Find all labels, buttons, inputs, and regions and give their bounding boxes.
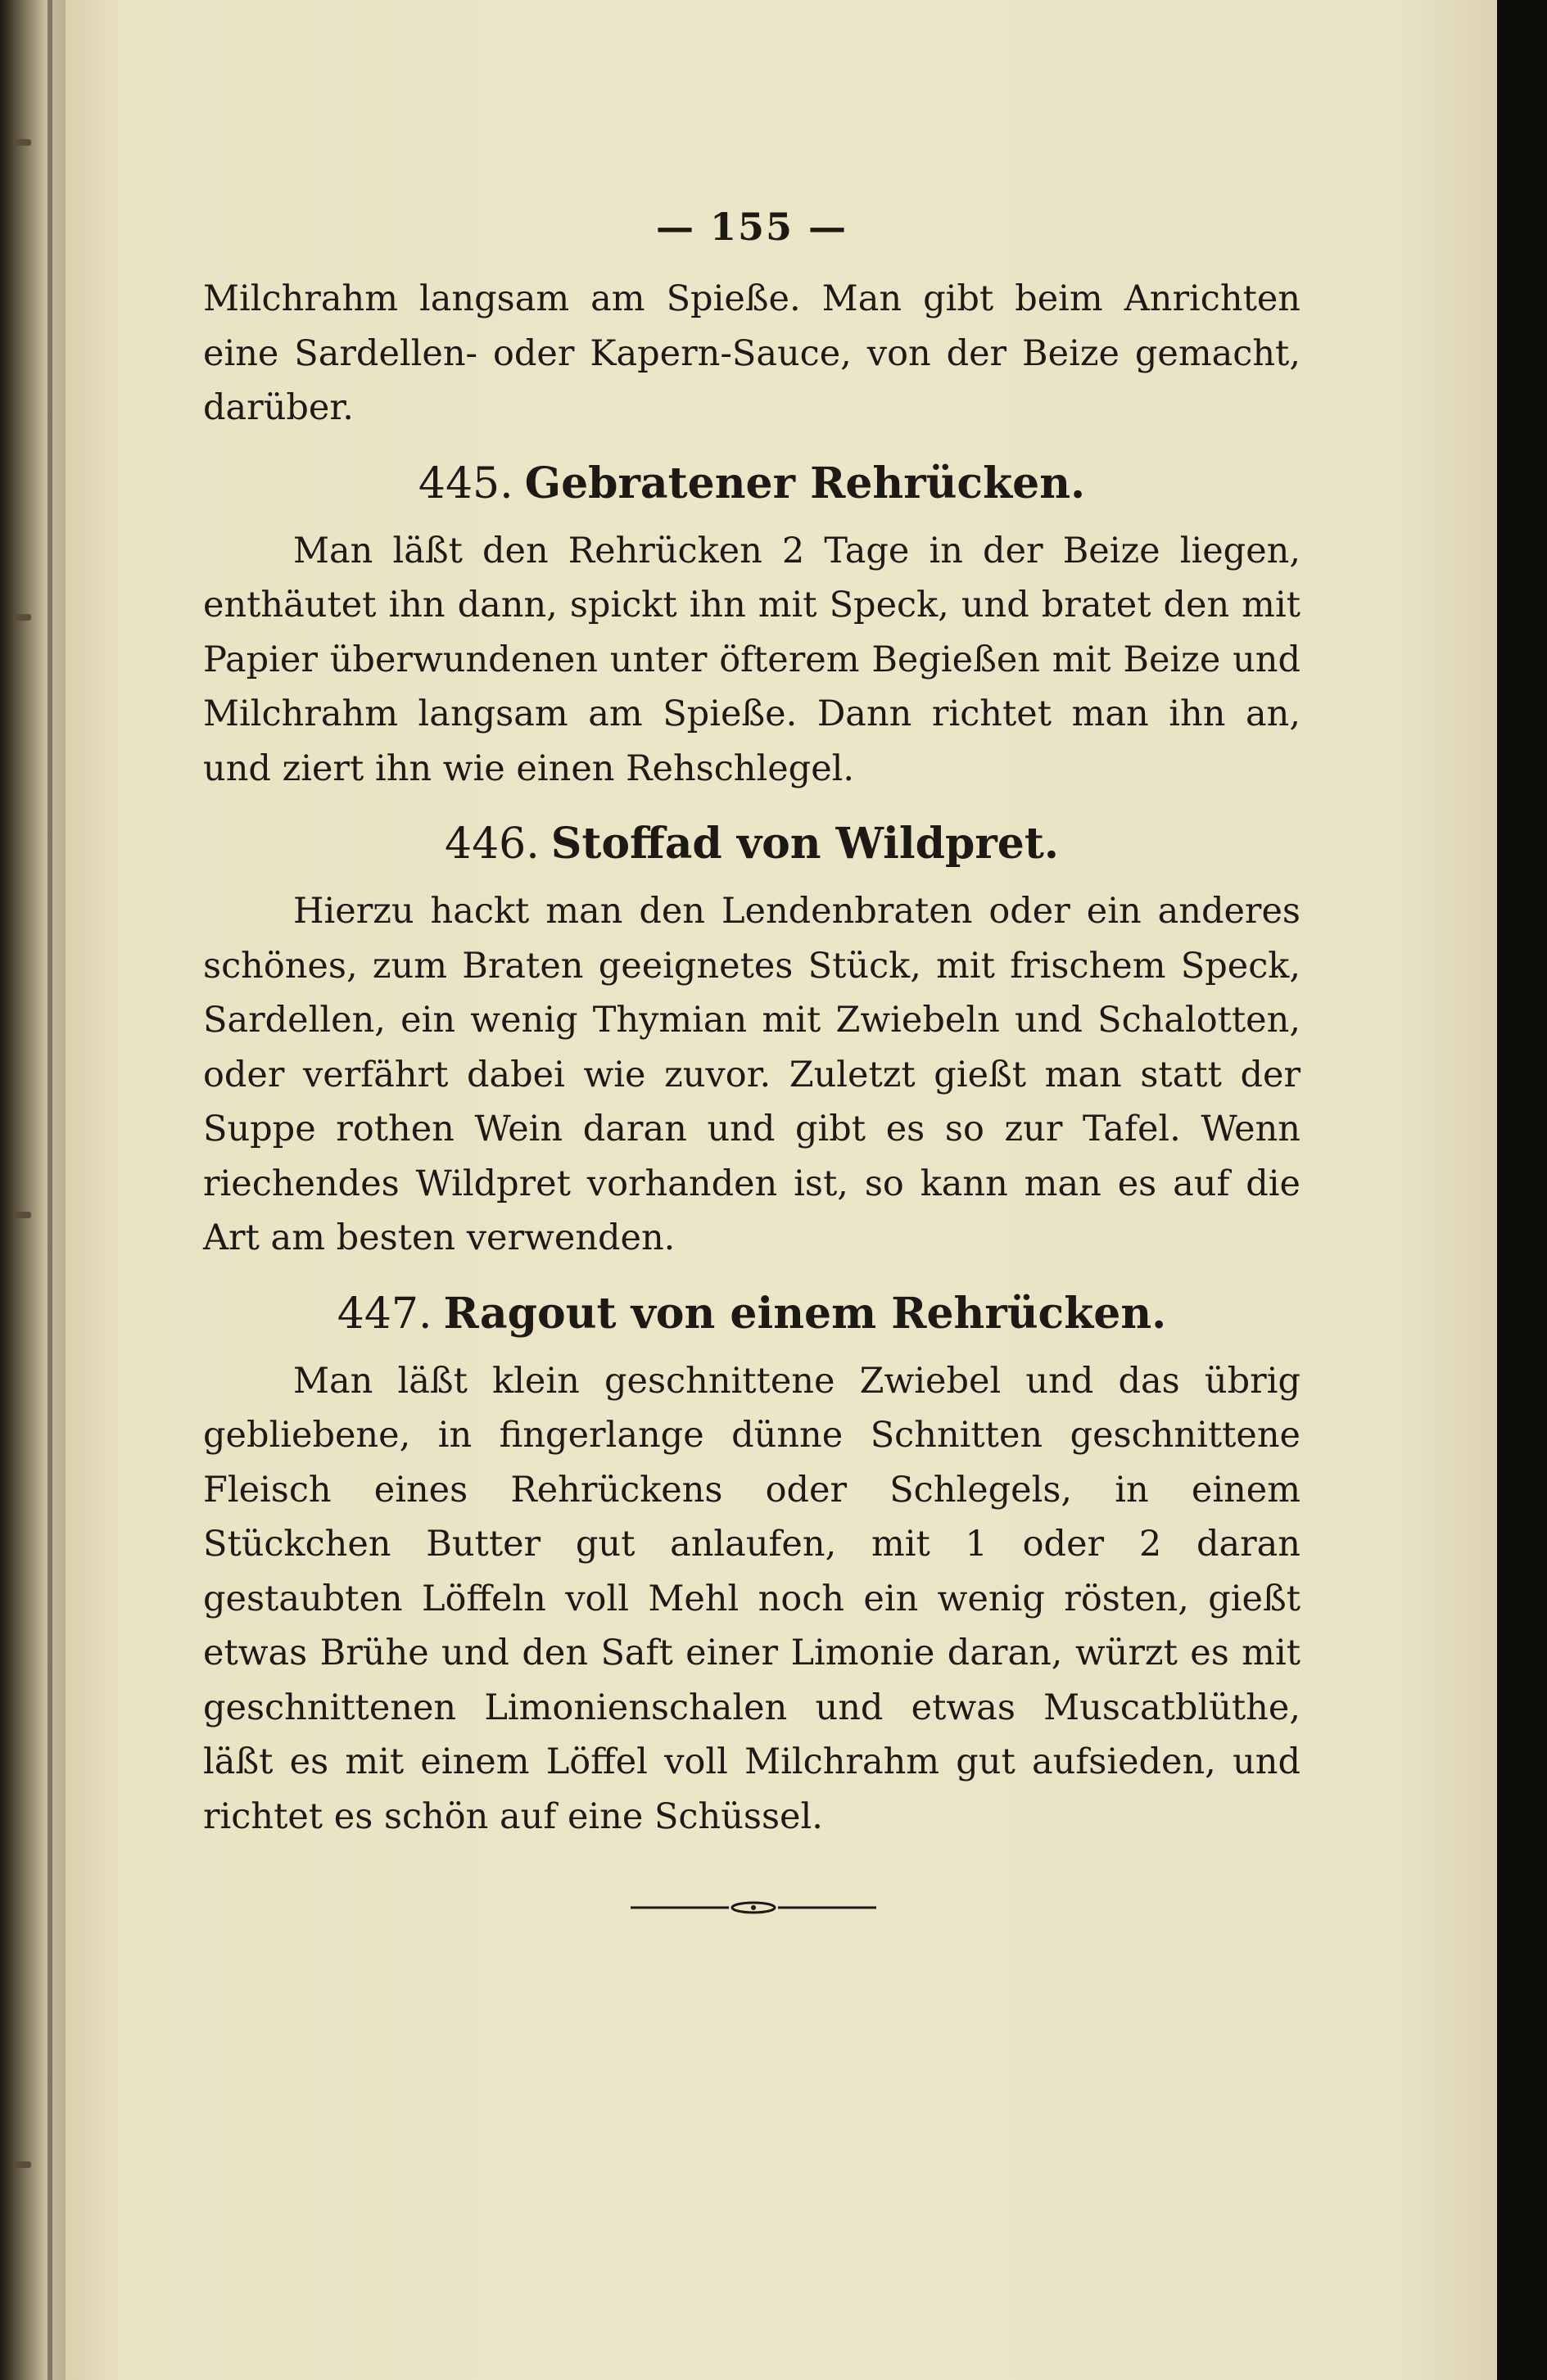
binding-stitch	[13, 1212, 31, 1218]
recipe-title: Stoffad von Wildpret.	[550, 819, 1059, 869]
recipe-447	[203, 1266, 1300, 1845]
binding-stitch	[13, 2161, 31, 2168]
binding-stitch	[13, 139, 31, 146]
recipe-heading	[203, 796, 1300, 884]
recipe-text: Man läßt klein geschnittene Zwiebel und das übrig gebliebene, in fingerlange dünne Schnitten geschnittene Fleisch eines Rehrückens oder Schlegels, in einem Stückchen Butter gut anlaufen, mit 1 oder 2 daran gestaubten Löffeln voll Mehl noch ein wenig rösten, gießt etwas Brühe und den Saft einer Limonie daran, würzt es mit geschnittenen Limonienschalen und etwas Muscatblüthe, läßt es mit einem Löffel voll Milchrahm gut aufsieden, und richtet es schön auf eine Schüssel.	[203, 1360, 1300, 1837]
recipe-text: Man läßt den Rehrücken 2 Tage in der Beize liegen, enthäutet ihn dann, spickt ihn mit Speck, und bratet den mit Papier überwundenen unter öfterem Begießen mit Beize und Milchrahm langsam am Spieße. Dann richtet man ihn an, und ziert ihn wie einen Rehschlegel.	[203, 530, 1300, 789]
page-content	[203, 205, 1300, 1844]
recipe-445	[203, 436, 1300, 797]
ornament-divider-icon	[631, 1898, 876, 1917]
recipe-text: Hierzu hackt man den Lendenbraten oder ein anderes schönes, zum Braten geeignetes Stück, mit frischem Speck, Sardellen, ein wenig Thymian mit Zwiebeln und Schalotten, oder verfährt dabei wie zuvor. Zuletzt gießt man statt der Suppe rothen Wein daran und gibt es so zur Tafel. Wenn riechendes Wildpret vorhanden ist, so kann man es auf die Art am besten verwenden.	[203, 891, 1300, 1258]
recipe-title: Ragout von einem Rehrücken.	[443, 1288, 1167, 1339]
book-spine	[0, 0, 75, 2380]
recipe-heading	[203, 1266, 1300, 1354]
binding-stitch	[13, 614, 31, 621]
page-number: — 155 —	[655, 205, 848, 249]
recipe-title: Gebratener Rehrücken.	[524, 458, 1086, 508]
recipe-number: 447.	[337, 1289, 432, 1339]
spine-edge	[47, 0, 52, 2380]
recipe-heading	[203, 436, 1300, 524]
recipe-446	[203, 796, 1300, 1266]
recipe-number: 445.	[418, 458, 513, 508]
recipe-number: 446.	[445, 820, 540, 869]
continuation-paragraph: Milchrahm langsam am Spieße. Man gibt beim Anrichten eine Sardellen- oder Kapern-Sauce, von der Beize gemacht, darüber.	[203, 278, 1300, 428]
page-edge-shadow	[1497, 0, 1522, 2380]
